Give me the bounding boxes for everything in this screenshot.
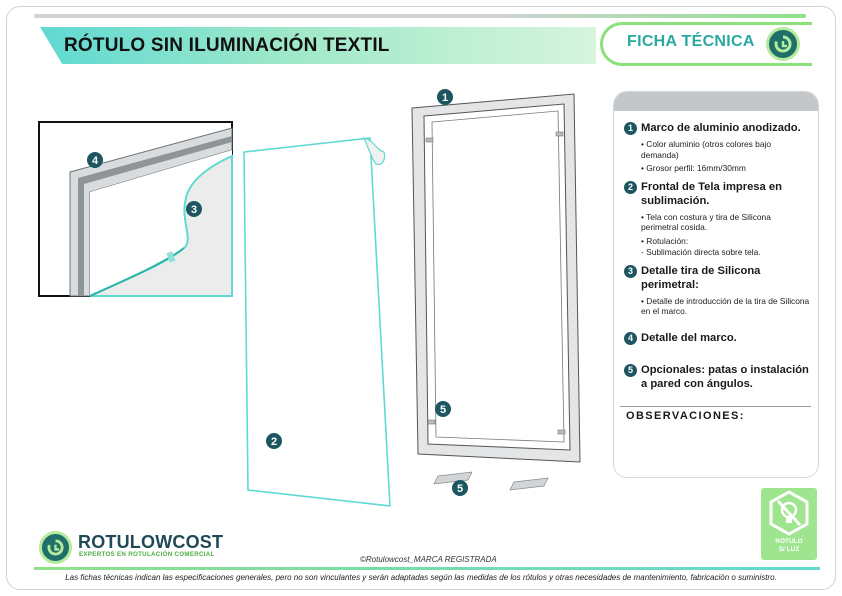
- spec-detail: • Rotulación:: [641, 236, 810, 247]
- callout-marker-4: [87, 152, 103, 168]
- callout-marker-3: [186, 201, 202, 217]
- spec-item-frame: [624, 121, 810, 174]
- foot-right: [510, 478, 548, 490]
- spec-title: Opcionales: patas o instalación a pared con ángulos.: [641, 363, 809, 390]
- badge-line-2: S/ LUZ: [778, 545, 800, 553]
- spec-detail: • Grosor perfil: 16mm/30mm: [641, 163, 810, 174]
- spec-number: 3: [624, 265, 637, 278]
- spec-number: 1: [624, 122, 637, 135]
- spec-item-frame-detail: [624, 331, 810, 345]
- product-illustration: [34, 80, 594, 510]
- callout-marker-5-feet: [452, 480, 468, 496]
- spec-item-silicone: [624, 264, 810, 317]
- spec-number: 5: [624, 364, 637, 377]
- callout-label: 5: [439, 404, 447, 416]
- callout-label: 3: [190, 204, 198, 216]
- footer-divider: [34, 567, 820, 570]
- page-title: RÓTULO SIN ILUMINACIÓN TEXTIL: [64, 35, 390, 56]
- foot-left: [434, 472, 472, 484]
- copyright-text: ©Rotulowcost_MARCA REGISTRADA: [360, 555, 497, 564]
- spec-detail: - Sublimación directa sobre tela.: [641, 247, 761, 257]
- spec-detail: • Color aluminio (otros colores bajo demanda): [641, 139, 810, 160]
- callout-marker-5-frame: [435, 401, 451, 417]
- brand-tagline: EXPERTOS EN ROTULACIÓN COMERCIAL: [79, 551, 215, 558]
- brand-refresh-icon: [766, 27, 800, 61]
- ficha-tecnica-label: FICHA TÉCNICA: [627, 33, 755, 50]
- spec-title: Marco de aluminio anodizado.: [641, 122, 801, 134]
- callout-marker-1: [437, 89, 453, 105]
- badge-label: [761, 538, 817, 553]
- spec-detail: • Detalle de introducción de la tira de Silicona en el marco.: [641, 296, 810, 317]
- callout-label: 2: [270, 436, 278, 448]
- brand-name: ROTULOWCOST: [78, 532, 224, 552]
- callout-label: 1: [441, 92, 449, 104]
- spec-item-optional: [624, 363, 810, 391]
- detail-box: [39, 122, 232, 296]
- spec-number: 2: [624, 181, 637, 194]
- spec-title: Detalle del marco.: [641, 331, 737, 344]
- spec-number: 4: [624, 332, 637, 345]
- fabric-panel: [244, 138, 390, 506]
- disclaimer-text: Las fichas técnicas indican las especificaciones generales, pero no son vinculantes y serán adaptadas según las medidas de los rótulos y otras necesidades de mantenimiento, fabricación o suministro.: [65, 573, 777, 582]
- callout-label: 5: [456, 483, 464, 495]
- top-decor-line: [34, 14, 806, 18]
- callout-marker-2: [266, 433, 282, 449]
- spec-panel-header: [614, 92, 818, 111]
- spec-detail: • Tela con costura y tira de Silicona perimetral cosida.: [641, 212, 810, 233]
- spec-item-fabric: [624, 180, 810, 258]
- badge-line-1: RÓTULO: [775, 538, 803, 545]
- no-light-bulb-icon: [761, 488, 817, 538]
- brand-logo-icon: [39, 531, 72, 564]
- callout-label: 4: [91, 155, 99, 167]
- spec-title: Detalle tira de Silicona perimetral:: [641, 264, 761, 291]
- spec-list: [614, 111, 818, 391]
- spec-title: Frontal de Tela impresa en sublimación.: [641, 180, 782, 207]
- observaciones-divider: [620, 406, 811, 407]
- observaciones-title: OBSERVACIONES:: [626, 410, 745, 422]
